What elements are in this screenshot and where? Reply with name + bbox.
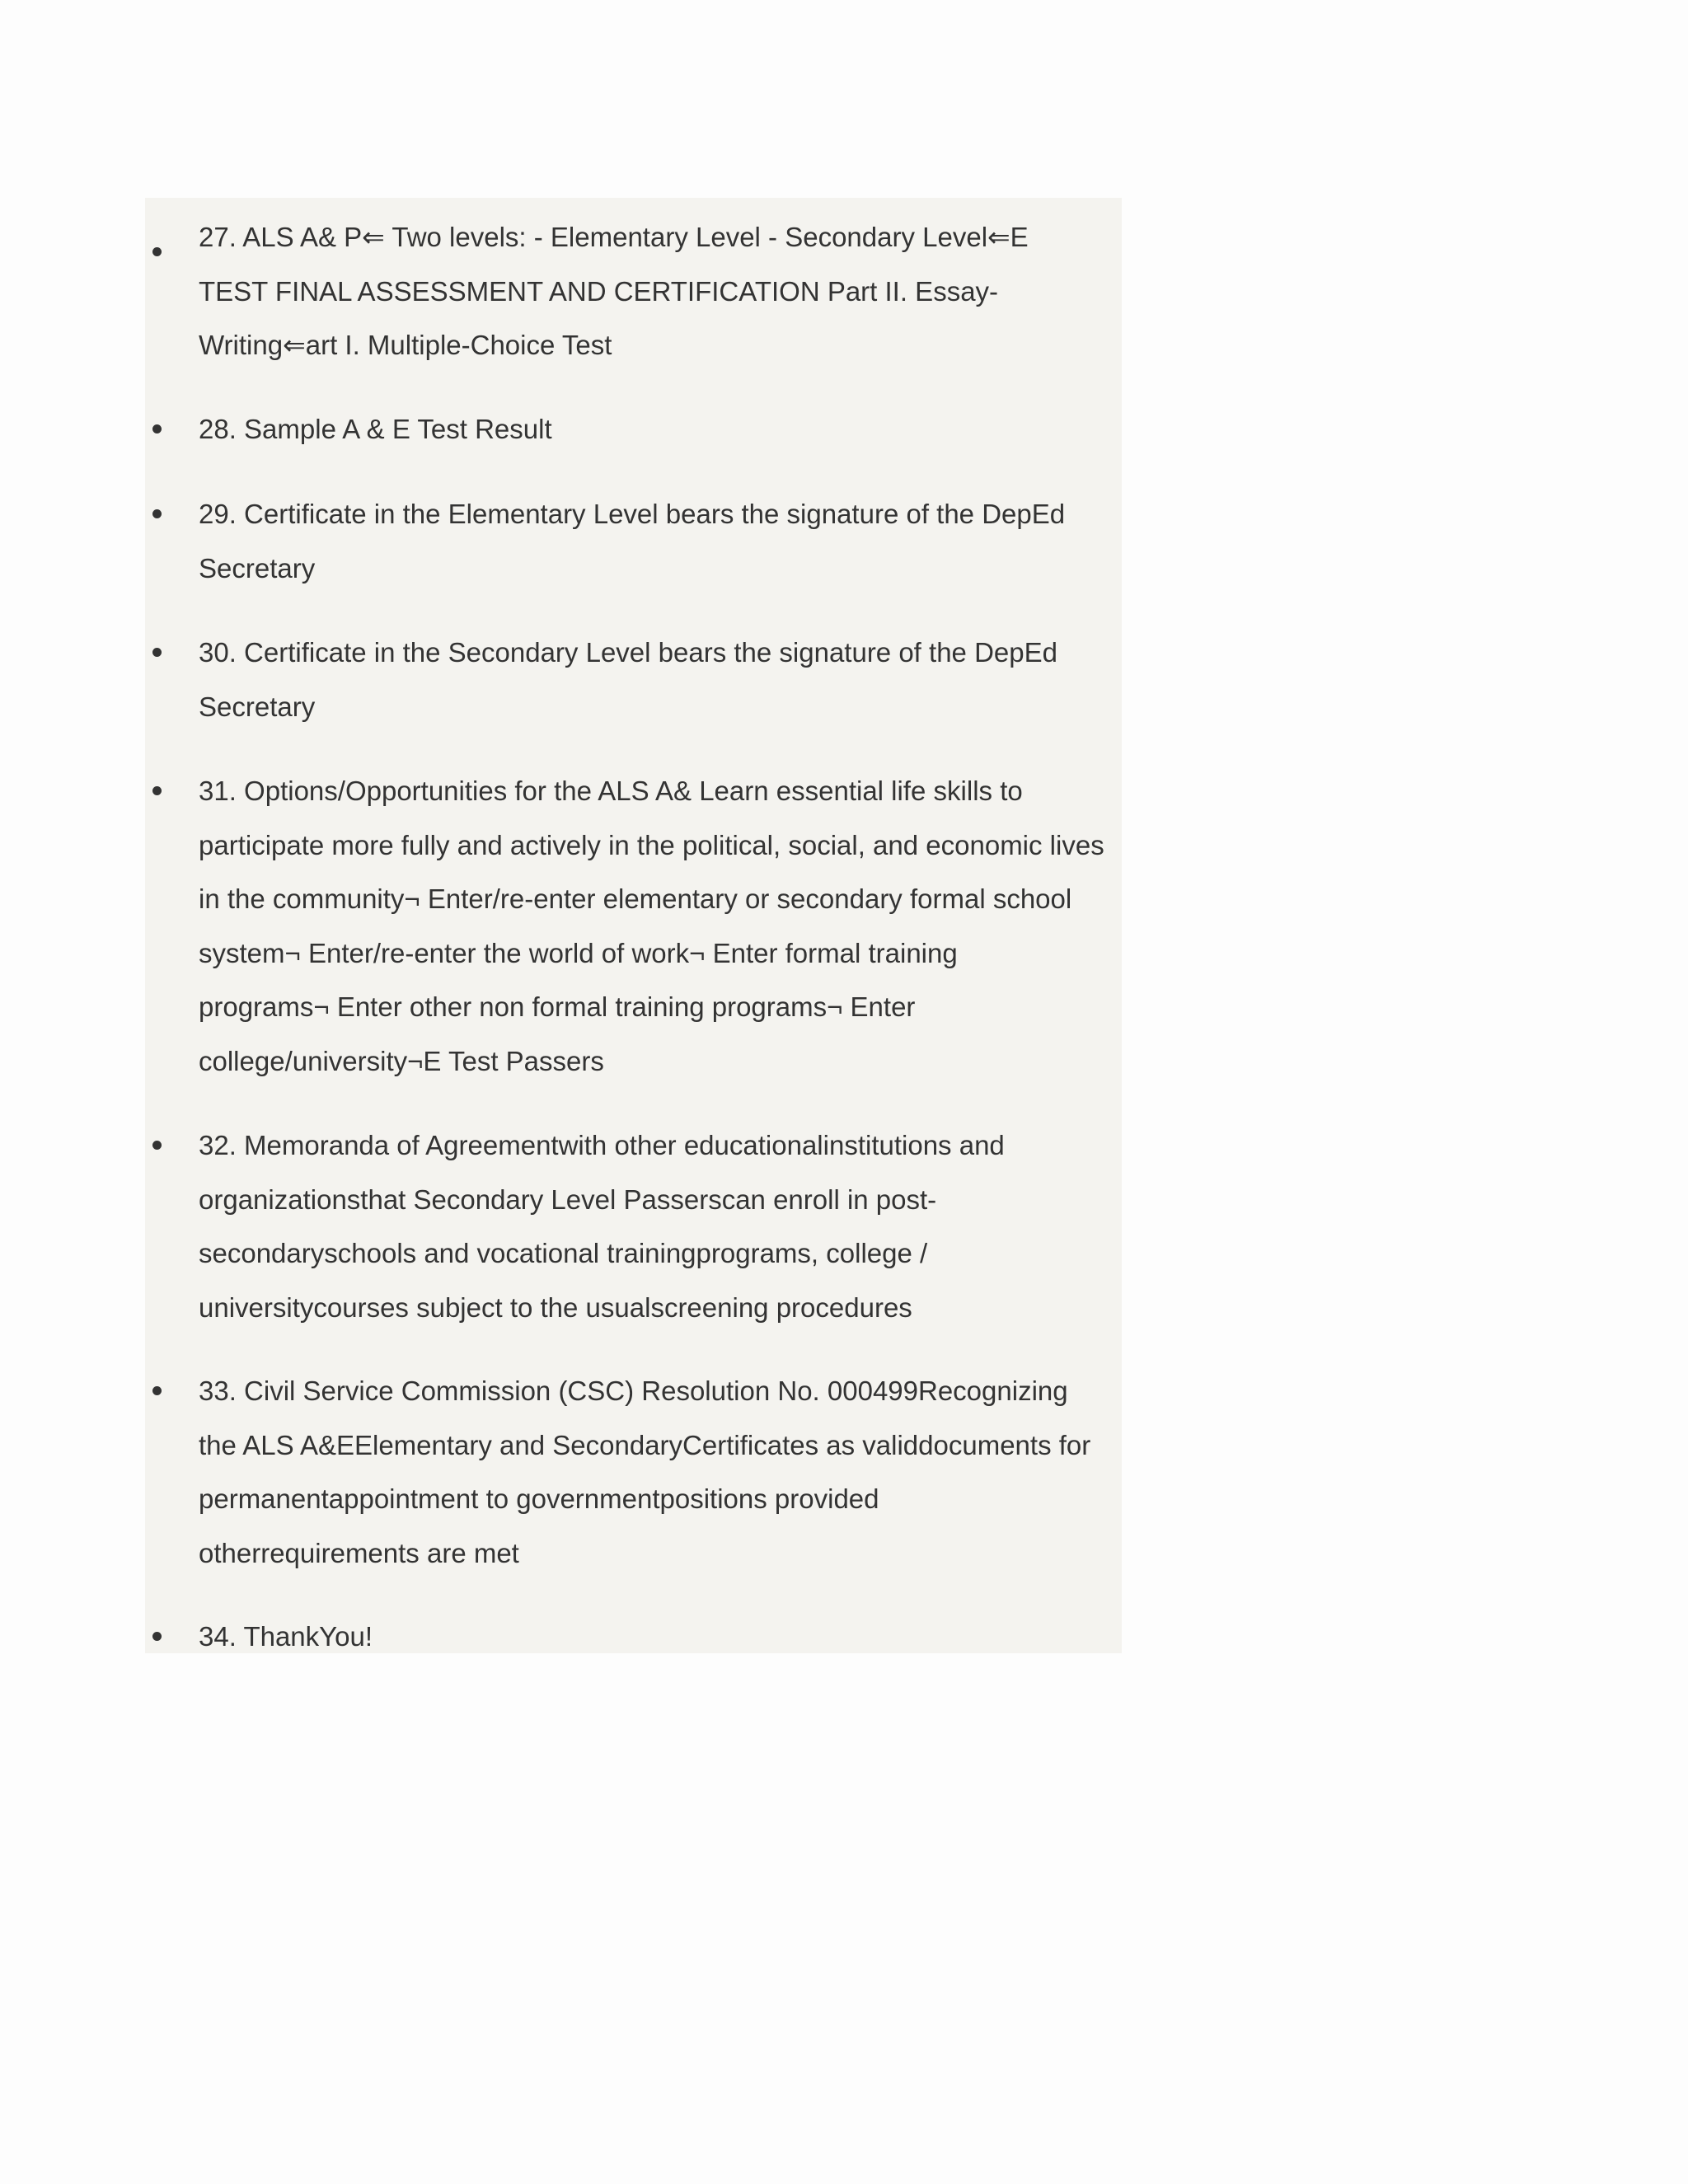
list-item-text <box>199 487 1122 595</box>
bullet-icon <box>152 424 162 434</box>
list-item-30 <box>145 626 1122 737</box>
text-line: TEST FINAL ASSESSMENT AND CERTIFICATION Part II. Essay- <box>199 275 999 307</box>
list-item-31 <box>145 764 1122 1094</box>
list-item-text <box>199 1364 1122 1580</box>
bullet-icon <box>152 648 162 657</box>
text-line: 30. Certificate in the Secondary Level bears the signature of the DepEd <box>199 637 1057 668</box>
list-item-text <box>199 402 1122 457</box>
bullet-icon <box>152 247 162 256</box>
bullet-icon <box>152 1632 162 1641</box>
list-item-27 <box>145 210 1122 375</box>
text-line: 27. ALS A& P⇐ Two levels: - Elementary Level - Secondary Level⇐E <box>199 222 1029 252</box>
list-item-32 <box>145 1118 1122 1341</box>
list-item-text <box>199 1118 1122 1334</box>
list-item-text <box>199 210 1122 373</box>
list-item-text <box>199 764 1122 1088</box>
text-line: college/university¬E Test Passers <box>199 1045 604 1076</box>
text-line: Secretary <box>199 552 316 583</box>
list-item-28 <box>145 402 1122 460</box>
text-line: programs¬ Enter other non formal training programs¬ Enter <box>199 991 916 1022</box>
text-line: Writing⇐art I. Multiple-Choice Test <box>199 330 612 360</box>
text-line: 28. Sample A & E Test Result <box>199 414 552 444</box>
bullet-icon <box>152 509 162 518</box>
list-item-text <box>199 1610 1122 1664</box>
text-line: 34. ThankYou! <box>199 1621 373 1652</box>
text-line: universitycourses subject to the usualscreening procedures <box>199 1291 912 1323</box>
text-line: 33. Civil Service Commission (CSC) Resolution No. 000499Recognizing <box>199 1376 1068 1406</box>
text-line: otherrequirements are met <box>199 1537 519 1568</box>
text-line: Secretary <box>199 691 316 722</box>
bullet-icon <box>152 1386 162 1395</box>
text-line: 32. Memoranda of Agreementwith other educationalinstitutions and <box>199 1130 1005 1160</box>
text-line: 29. Certificate in the Elementary Level bears the signature of the DepEd <box>199 499 1066 529</box>
bullet-icon <box>152 786 162 795</box>
list-item-34 <box>145 1610 1122 1667</box>
list-item-29 <box>145 487 1122 598</box>
text-line: permanentappointment to governmentpositions provided <box>199 1483 879 1514</box>
text-line: secondaryschools and vocational trainingprograms, college / <box>199 1238 928 1268</box>
text-line: in the community¬ Enter/re-enter elementary or secondary formal school <box>199 883 1072 914</box>
text-line: organizationsthat Secondary Level Passerscan enroll in post- <box>199 1183 937 1215</box>
list-item-33 <box>145 1364 1122 1586</box>
text-line: participate more fully and actively in the political, social, and economic lives <box>199 829 1104 860</box>
list-item-text <box>199 626 1122 733</box>
slide-text-block <box>145 198 1122 1653</box>
text-line: system¬ Enter/re-enter the world of work¬ Enter formal training <box>199 937 958 968</box>
text-line: 31. Options/Opportunities for the ALS A& Learn essential life skills to <box>199 776 1023 806</box>
text-line: the ALS A&EElementary and SecondaryCertificates as validdocuments for <box>199 1429 1091 1460</box>
bullet-icon <box>152 1141 162 1150</box>
